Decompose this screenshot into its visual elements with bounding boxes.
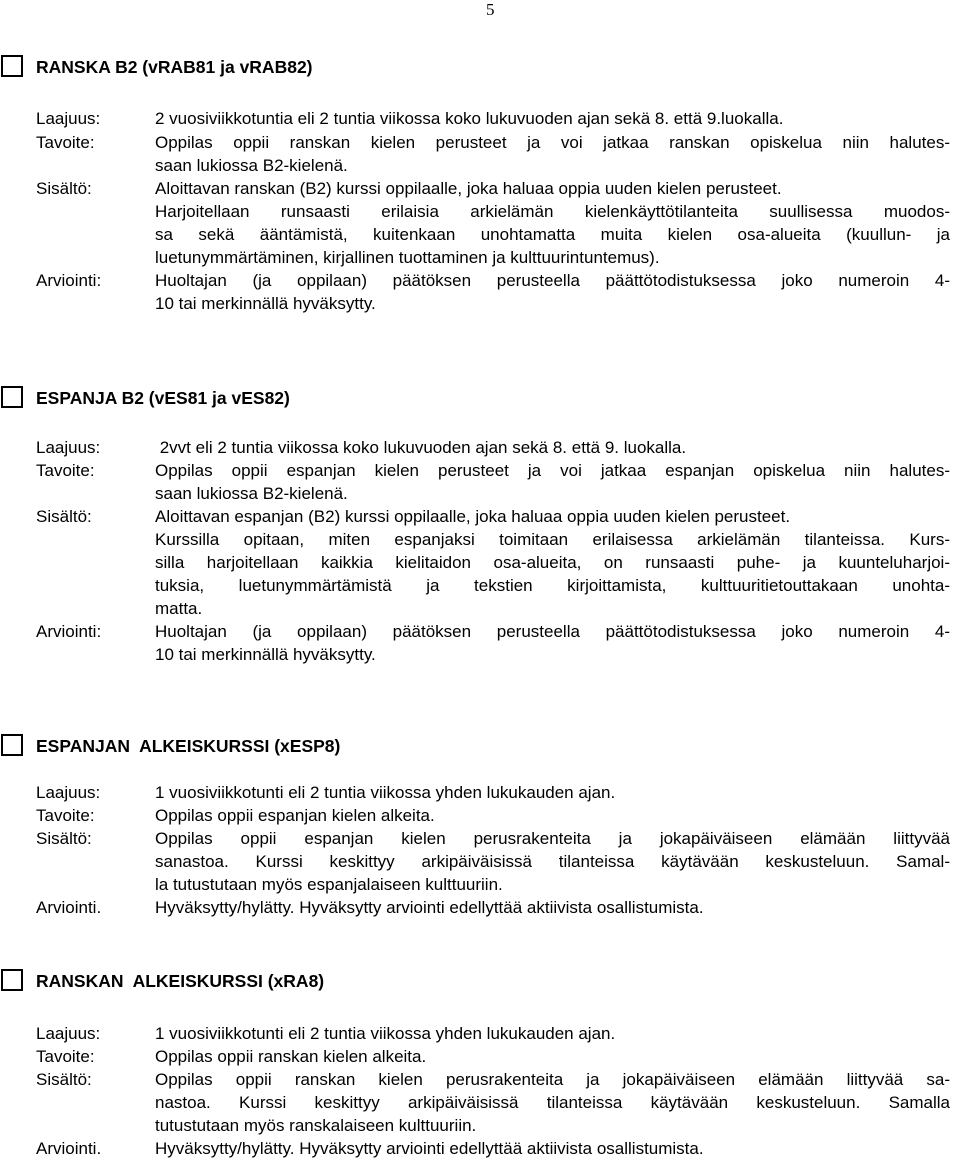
row-sisalto (0, 177, 960, 269)
row-text: Oppilas oppii espanjan kielen perusrakenteita ja jokapäiväiseen elämään liittyvää (155, 829, 950, 848)
row-text: tutustutaan myös ranskalaiseen kulttuuriin. (155, 1116, 477, 1135)
row-label: Arviointi. (36, 1139, 102, 1158)
row-laajuus (0, 107, 960, 130)
row-text: Aloittavan ranskan (B2) kurssi oppilaalle, joka haluaa oppia uuden kielen perusteet. (155, 179, 782, 198)
course-checkbox[interactable] (1, 55, 23, 77)
row-label: Sisältö: (36, 829, 92, 848)
course-title: ESPANJAN ALKEISKURSSI (xESP8) (36, 736, 341, 756)
row-arviointi (0, 620, 960, 666)
row-text: silla harjoitellaan kaikkia kielitaidon osa-alueita, on runsaasti puhe- ja kuunteluharjoi- (155, 553, 950, 572)
row-sisalto (0, 505, 960, 620)
row-label: Sisältö: (36, 507, 92, 526)
row-label: Sisältö: (36, 179, 92, 198)
row-text: Hyväksytty/hylätty. Hyväksytty arviointi edellyttää aktiivista osallistumista. (155, 898, 704, 917)
row-text: luetunymmärtäminen, kirjallinen tuottaminen ja kulttuurintuntemus). (155, 248, 660, 267)
row-text: 2vvt eli 2 tuntia viikossa koko lukuvuoden ajan sekä 8. että 9. luokalla. (155, 438, 687, 457)
course-title: ESPANJA B2 (vES81 ja vES82) (36, 388, 290, 408)
row-text: Aloittavan espanjan (B2) kurssi oppilaalle, joka haluaa oppia uuden kielen perusteet. (155, 507, 791, 526)
row-label: Tavoite: (36, 806, 95, 825)
row-label: Arviointi: (36, 622, 102, 641)
row-text: la tutustutaan myös espanjalaiseen kulttuuriin. (155, 875, 503, 894)
row-label: Tavoite: (36, 461, 95, 480)
course-section-espanja-b2 (0, 386, 960, 666)
row-arviointi (0, 269, 960, 315)
row-text: 10 tai merkinnällä hyväksytty. (155, 294, 376, 313)
row-text: Harjoitellaan runsaasti erilaisia arkielämän kielenkäyttötilanteita suullisessa muodos- (155, 202, 950, 221)
row-text: tuksia, luetunymmärtämistä ja tekstien kirjoittamista, kulttuuritietouttakaan unohta- (155, 576, 950, 595)
row-text: saan lukiossa B2-kielenä. (155, 484, 348, 503)
row-label: Tavoite: (36, 1047, 95, 1066)
row-text: 1 vuosiviikkotunti eli 2 tuntia viikossa yhden lukukauden ajan. (155, 1024, 616, 1043)
row-text: matta. (155, 599, 203, 618)
course-section-espanjan-alkeiskurssi (0, 734, 960, 919)
row-label: Laajuus: (36, 109, 101, 128)
row-text: sa sekä ääntämistä, kuitenkaan unohtamatta muita kielen osa-alueita (kuullun- ja (155, 225, 950, 244)
row-laajuus (0, 436, 960, 459)
course-section-ranska-b2 (0, 55, 960, 315)
course-title: RANSKAN ALKEISKURSSI (xRA8) (36, 971, 325, 991)
row-tavoite (0, 131, 960, 177)
row-label: Tavoite: (36, 133, 95, 152)
row-text: Hyväksytty/hylätty. Hyväksytty arviointi edellyttää aktiivista osallistumista. (155, 1139, 704, 1158)
row-text: Oppilas oppii espanjan kielen perusteet ja voi jatkaa espanjan opiskelua niin halutes- (155, 461, 950, 480)
row-text: 2 vuosiviikkotuntia eli 2 tuntia viikossa koko lukuvuoden ajan sekä 8. että 9.luokalla. (155, 109, 784, 128)
row-text: 1 vuosiviikkotunti eli 2 tuntia viikossa yhden lukukauden ajan. (155, 783, 616, 802)
row-label: Laajuus: (36, 783, 101, 802)
course-checkbox[interactable] (1, 969, 23, 991)
row-label: Arviointi: (36, 271, 102, 290)
course-title: RANSKA B2 (vRAB81 ja vRAB82) (36, 57, 313, 77)
row-tavoite (0, 1045, 960, 1068)
row-text: Oppilas oppii espanjan kielen alkeita. (155, 806, 435, 825)
row-text: sanastoa. Kurssi keskittyy arkipäiväisissä tilanteissa käytävään keskusteluun. Samal- (155, 852, 950, 871)
page-number: 5 (486, 0, 495, 19)
row-text: Oppilas oppii ranskan kielen alkeita. (155, 1047, 427, 1066)
course-checkbox[interactable] (1, 734, 23, 756)
row-tavoite (0, 459, 960, 505)
row-arviointi (0, 1137, 960, 1160)
row-text: nastoa. Kurssi keskittyy arkipäiväisissä tilanteissa käytävään keskusteluun. Samalla (155, 1093, 950, 1112)
row-tavoite (0, 804, 960, 827)
row-label: Arviointi. (36, 898, 102, 917)
row-label: Laajuus: (36, 1024, 101, 1043)
row-laajuus (0, 781, 960, 804)
row-text: Oppilas oppii ranskan kielen perusrakenteita ja jokapäiväiseen elämään liittyvää sa- (155, 1070, 950, 1089)
row-label: Sisältö: (36, 1070, 92, 1089)
row-text: Huoltajan (ja oppilaan) päätöksen perusteella päättötodistuksessa joko numeroin 4- (155, 622, 950, 641)
row-sisalto (0, 827, 960, 896)
row-label: Laajuus: (36, 438, 101, 457)
row-arviointi (0, 896, 960, 919)
row-laajuus (0, 1022, 960, 1045)
row-sisalto (0, 1068, 960, 1137)
row-text: Kurssilla opitaan, miten espanjaksi toimitaan erilaisessa arkielämän tilanteissa. Kurs- (155, 530, 950, 549)
row-text: Huoltajan (ja oppilaan) päätöksen perusteella päättötodistuksessa joko numeroin 4- (155, 271, 950, 290)
row-text: Oppilas oppii ranskan kielen perusteet ja voi jatkaa ranskan opiskelua niin halutes- (155, 133, 950, 152)
course-checkbox[interactable] (1, 386, 23, 408)
row-text: 10 tai merkinnällä hyväksytty. (155, 645, 376, 664)
course-section-ranskan-alkeiskurssi (0, 969, 960, 1160)
row-text: saan lukiossa B2-kielenä. (155, 156, 348, 175)
